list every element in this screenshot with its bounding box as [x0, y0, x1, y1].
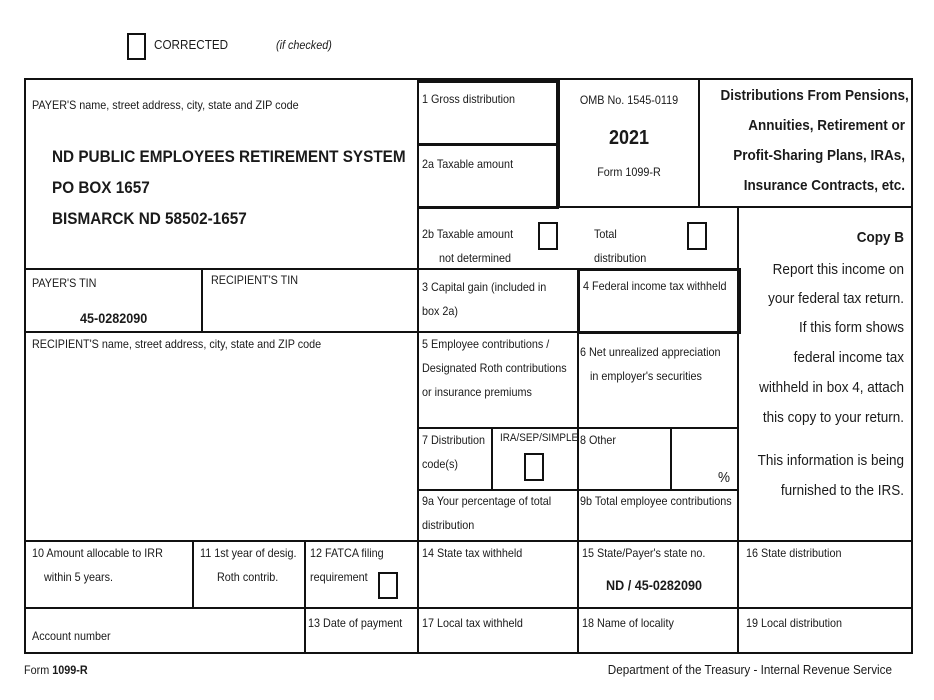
grid-line: [304, 540, 306, 654]
payer-label: PAYER'S name, street address, city, state and ZIP code: [32, 98, 299, 112]
payer-address: PO BOX 1657: [52, 178, 150, 197]
copy-b-line-4: federal income tax: [793, 349, 904, 366]
box-15-label: 15 State/Payer's state no.: [582, 546, 706, 560]
total-distribution-label-1: Total: [594, 227, 617, 241]
box-7-label-1: 7 Distribution: [422, 433, 486, 447]
copy-b-line-1: Report this income on: [772, 261, 904, 278]
grid-line: [737, 540, 739, 654]
box-5-label-3: or insurance premiums: [422, 385, 532, 399]
grid-line: [698, 78, 700, 208]
box-2b-label-2: not determined: [439, 251, 512, 265]
box-9a-label-1: 9a Your percentage of total: [422, 494, 552, 508]
payer-name: ND PUBLIC EMPLOYEES RETIREMENT SYSTEM: [52, 147, 406, 166]
copy-b-line-8: furnished to the IRS.: [780, 482, 904, 499]
box-4-label: 4 Federal income tax withheld: [583, 279, 727, 293]
box-2b-checkbox[interactable]: [538, 222, 558, 250]
footer-form-label: [24, 658, 88, 682]
account-number-label: Account number: [32, 629, 111, 643]
omb-form-name: Form 1099-R: [597, 165, 661, 179]
box-6-label-1: 6 Net unrealized appreciation: [580, 345, 721, 359]
box-9b-label: 9b Total employee contributions: [580, 494, 732, 508]
footer-form-name: 1099-R: [52, 663, 88, 677]
if-checked-label: (if checked): [276, 38, 332, 52]
box-19-label: 19 Local distribution: [746, 616, 843, 630]
copy-b-line-5: withheld in box 4, attach: [759, 379, 904, 396]
ira-sep-simple-label: IRA/SEP/SIMPLE: [500, 432, 579, 444]
box-8-percent: %: [718, 469, 731, 486]
box-5-label-1: 5 Employee contributions /: [422, 337, 550, 351]
grid-line: [192, 540, 194, 609]
copy-b-line-2: your federal tax return.: [768, 290, 904, 307]
form-title-line-3: Profit-Sharing Plans, IRAs,: [733, 147, 905, 164]
omb-number: OMB No. 1545-0119: [579, 93, 679, 107]
form-title-line-1: Distributions From Pensions,: [720, 87, 909, 104]
footer-department: Department of the Treasury - Internal Revenue Service: [607, 662, 892, 677]
copy-b-heading: Copy B: [856, 229, 904, 246]
corrected-label: CORRECTED: [154, 37, 229, 52]
grid-line: [201, 268, 203, 333]
box-17-label: 17 Local tax withheld: [422, 616, 523, 630]
form-title-line-4: Insurance Contracts, etc.: [743, 177, 905, 194]
box-9a-label-2: distribution: [422, 518, 475, 532]
grid-line: [737, 206, 739, 542]
tax-year: 2021: [608, 127, 650, 149]
box-3-label-1: 3 Capital gain (included in: [422, 280, 547, 294]
box-8-label: 8 Other: [580, 433, 617, 447]
total-distribution-label-2: distribution: [594, 251, 647, 265]
box-5-label-2: Designated Roth contributions: [422, 361, 567, 375]
ira-sep-simple-checkbox[interactable]: [524, 453, 544, 481]
footer-form-prefix: Form: [24, 663, 53, 677]
box-11-label-1: 11 1st year of desig.: [200, 546, 297, 560]
box-12-label-2: requirement: [310, 570, 368, 584]
copy-b-line-6: this copy to your return.: [762, 409, 904, 426]
fatca-checkbox[interactable]: [378, 572, 398, 599]
box-18-label: 18 Name of locality: [582, 616, 674, 630]
corrected-checkbox[interactable]: [127, 33, 146, 60]
copy-b-line-3: If this form shows: [798, 319, 904, 336]
box-2b-label-1: 2b Taxable amount: [422, 227, 514, 241]
box-11-label-2: Roth contrib.: [217, 570, 279, 584]
box-16-label: 16 State distribution: [746, 546, 842, 560]
grid-line: [491, 427, 493, 491]
box-10-label-1: 10 Amount allocable to IRR: [32, 546, 163, 560]
box-12-label-1: 12 FATCA filing: [310, 546, 384, 560]
box-7-label-2: code(s): [422, 457, 459, 471]
recipient-tin-label: RECIPIENT'S TIN: [211, 273, 299, 287]
box-1-label: 1 Gross distribution: [422, 92, 516, 106]
box-15-value: ND / 45-0282090: [606, 577, 702, 593]
payer-city: BISMARCK ND 58502-1657: [52, 209, 247, 228]
copy-b-line-7: This information is being: [757, 452, 904, 469]
box-10-label-2: within 5 years.: [44, 570, 114, 584]
box-3-label-2: box 2a): [422, 304, 459, 318]
form-title-line-2: Annuities, Retirement or: [748, 117, 905, 134]
box-2a-label: 2a Taxable amount: [422, 157, 514, 171]
grid-line: [670, 427, 672, 491]
total-distribution-checkbox[interactable]: [687, 222, 707, 250]
box-13-label: 13 Date of payment: [308, 616, 403, 630]
grid-line: [24, 607, 913, 609]
payer-tin-label: PAYER'S TIN: [32, 276, 97, 290]
payer-tin-value: 45-0282090: [80, 310, 148, 326]
recipient-label: RECIPIENT'S name, street address, city, state and ZIP code: [32, 337, 322, 351]
box-6-label-2: in employer's securities: [590, 369, 702, 383]
box-14-label: 14 State tax withheld: [422, 546, 523, 560]
